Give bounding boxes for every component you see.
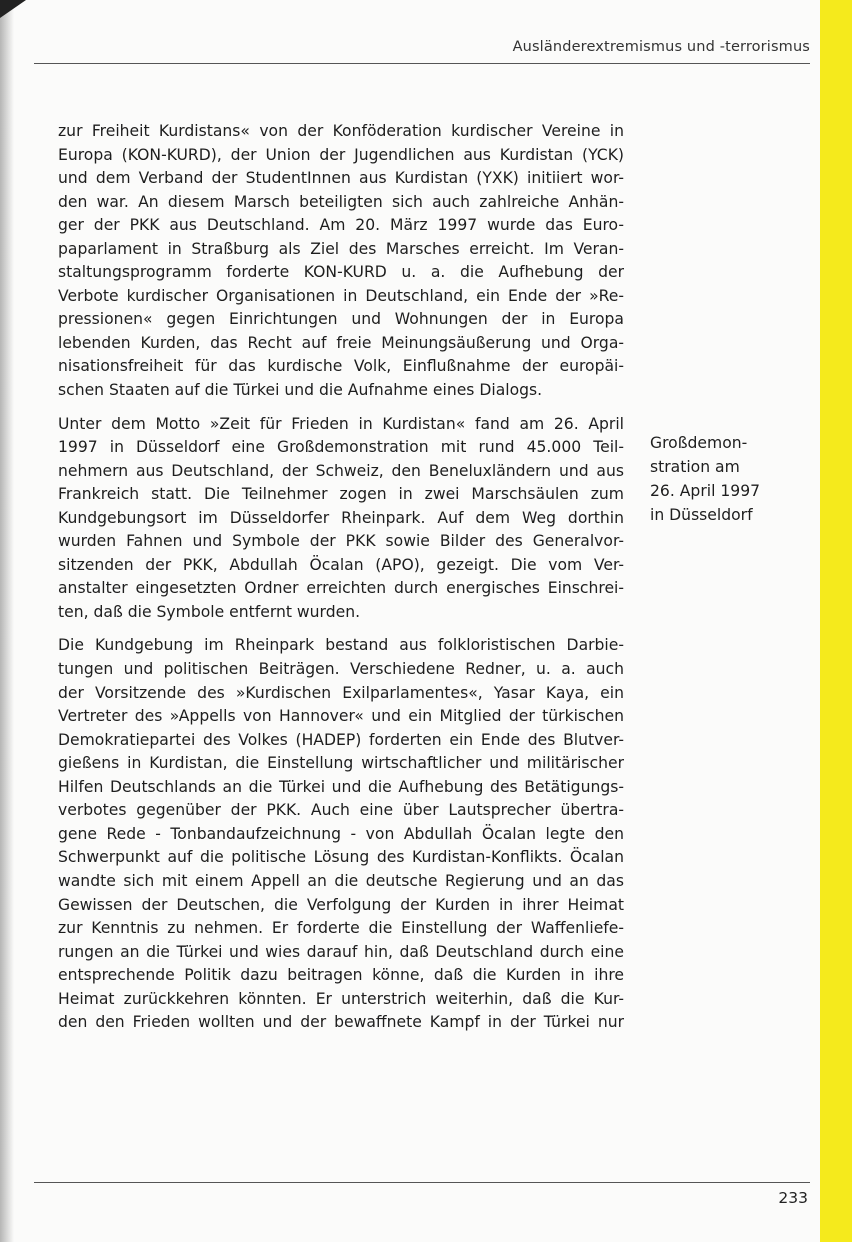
corner-mark bbox=[0, 0, 26, 18]
text-line: verbotes gegenüber der PKK. Auch eine über Lautsprecher übertra- bbox=[58, 801, 624, 820]
margin-note-line: 26. April 1997 bbox=[650, 482, 761, 500]
text-line: gene Rede - Tonbandaufzeichnung - von Abdullah Öcalan legte den bbox=[58, 824, 624, 843]
text-line: pressionen« gegen Einrichtungen und Wohnungen der in Europa bbox=[58, 310, 624, 329]
margin-note-line: stration am bbox=[650, 458, 740, 476]
text-line: zur Kenntnis zu nehmen. Er forderte die Einstellung der Waffenliefe- bbox=[58, 919, 624, 938]
body-text bbox=[58, 120, 624, 1045]
text-line: Hilfen Deutschlands an die Türkei und die Aufhebung des Betätigungs- bbox=[58, 777, 624, 796]
margin-note-line: in Düsseldorf bbox=[650, 506, 753, 524]
text-line: wandte sich mit einem Appell an die deutsche Regierung und an das bbox=[58, 871, 624, 890]
text-line: gießens in Kurdistan, die Einstellung wirtschaftlicher und militärischer bbox=[58, 754, 624, 773]
text-line: ten, daß die Symbole entfernt wurden. bbox=[58, 602, 361, 621]
paragraph-2 bbox=[58, 413, 624, 625]
margin-note-line: Großdemon- bbox=[650, 434, 748, 452]
text-line: nisationsfreiheit für das kurdische Volk, Einflußnahme der europäi- bbox=[58, 357, 624, 376]
text-line: wurden Fahnen und Symbole der PKK sowie Bilder des Generalvor- bbox=[58, 532, 624, 551]
text-line: 1997 in Düsseldorf eine Großdemonstration mit rund 45.000 Teil- bbox=[58, 438, 624, 457]
chapter-thumb-tab bbox=[820, 0, 852, 1242]
text-line: Kundgebungsort im Düsseldorfer Rheinpark. Auf dem Weg dorthin bbox=[58, 508, 624, 527]
text-line: Heimat zurückkehren könnten. Er unterstrich weiterhin, daß die Kur- bbox=[58, 989, 624, 1008]
paragraph-3 bbox=[58, 634, 624, 1034]
text-line: Vertreter des »Appells von Hannover« und ein Mitglied der türkischen bbox=[58, 707, 624, 726]
text-line: entsprechende Politik dazu beitragen könne, daß die Kurden in ihre bbox=[58, 966, 624, 985]
text-line: Die Kundgebung im Rheinpark bestand aus folkloristischen Darbie- bbox=[58, 636, 624, 655]
running-header: Ausländerextremismus und -terrorismus bbox=[512, 39, 810, 55]
text-line: anstalter eingesetzten Ordner erreichten durch energisches Einschrei- bbox=[58, 579, 624, 598]
text-line: zur Freiheit Kurdistans« von der Konföderation kurdischer Vereine in bbox=[58, 122, 624, 140]
text-line: ger der PKK aus Deutschland. Am 20. März 1997 wurde das Euro- bbox=[58, 216, 624, 235]
text-line: nehmern aus Deutschland, der Schweiz, den Beneluxländern und aus bbox=[58, 461, 624, 480]
text-line: sitzenden der PKK, Abdullah Öcalan (APO), gezeigt. Die vom Ver- bbox=[58, 555, 624, 574]
text-line: staltungsprogramm forderte KON-KURD u. a. die Aufhebung der bbox=[58, 263, 624, 282]
paragraph-1 bbox=[58, 120, 624, 403]
margin-note bbox=[650, 431, 810, 527]
text-line: lebenden Kurden, das Recht auf freie Meinungsäußerung und Orga- bbox=[58, 333, 624, 352]
text-line: rungen an die Türkei und wies darauf hin, daß Deutschland durch eine bbox=[58, 942, 624, 961]
text-line: Unter dem Motto »Zeit für Frieden in Kurdistan« fand am 26. April bbox=[58, 414, 624, 433]
text-line: Schwerpunkt auf die politische Lösung des Kurdistan-Konflikts. Öcalan bbox=[58, 848, 624, 867]
text-line: Verbote kurdischer Organisationen in Deutschland, ein Ende der »Re- bbox=[58, 286, 624, 305]
text-line: paparlament in Straßburg als Ziel des Marsches erreicht. Im Veran- bbox=[58, 239, 624, 258]
text-line: den den Frieden wollten und der bewaffnete Kampf in der Türkei nur bbox=[58, 1013, 624, 1032]
text-line: Gewissen der Deutschen, die Verfolgung der Kurden in ihrer Heimat bbox=[58, 895, 624, 914]
text-line: den war. An diesem Marsch beteiligten sich auch zahlreiche Anhän- bbox=[58, 192, 624, 211]
header-rule bbox=[34, 63, 810, 64]
text-line: der Vorsitzende des »Kurdischen Exilparlamentes«, Yasar Kaya, ein bbox=[58, 683, 624, 702]
footer-rule bbox=[34, 1182, 810, 1183]
text-line: Europa (KON-KURD), der Union der Jugendlichen aus Kurdistan (YCK) bbox=[58, 145, 624, 164]
text-line: Frankreich statt. Die Teilnehmer zogen in zwei Marschsäulen zum bbox=[58, 485, 624, 504]
text-line: schen Staaten auf die Türkei und die Aufnahme eines Dialogs. bbox=[58, 381, 543, 400]
text-line: und dem Verband der StudentInnen aus Kurdistan (YXK) initiiert wor- bbox=[58, 169, 624, 188]
page-gutter-shadow bbox=[0, 0, 14, 1242]
page-number: 233 bbox=[778, 1189, 808, 1207]
text-line: Demokratiepartei des Volkes (HADEP) forderten ein Ende des Blutver- bbox=[58, 730, 624, 749]
text-line: tungen und politischen Beiträgen. Verschiedene Redner, u. a. auch bbox=[58, 660, 624, 679]
